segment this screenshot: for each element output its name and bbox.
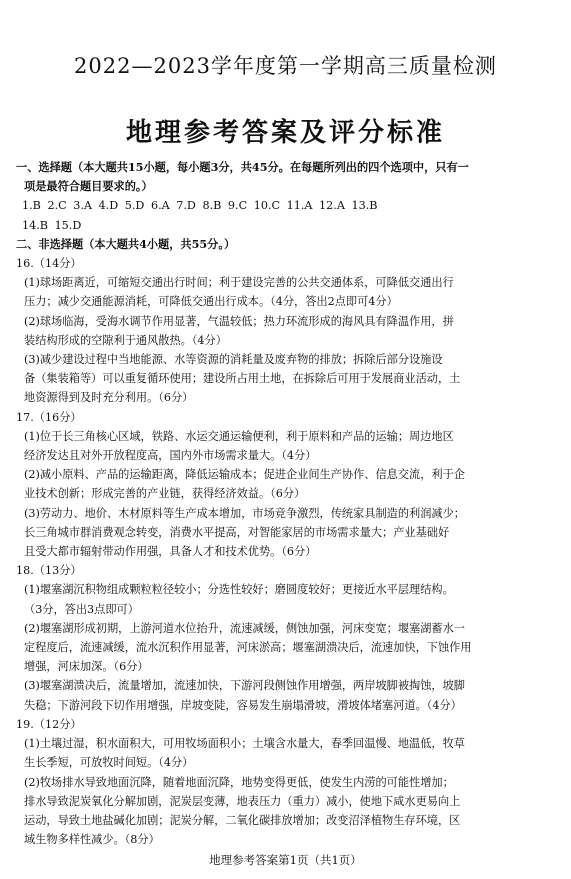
answer-line: 域生物多样性减少。（8分） [24, 833, 160, 847]
answer-line: 且受大都市辐射带动作用强，具备人才和技术优势。（6分） [24, 545, 317, 559]
answer-line: (1)堰塞湖沉积物组成颗粒粒径较小；分选性较好；磨圆度较好；更接近水平层理结构。 [24, 583, 454, 597]
answer-line: 失稳；下游河段下切作用增强，岸坡变陡，容易发生崩塌滑坡，滑坡体堵塞河道。（4分） [24, 698, 462, 712]
answer-content [16, 158, 555, 849]
answer-line: (2)堰塞湖形成初期，上游河道水位抬升，流速减缓，侧蚀加强，河床变宽；堰塞湖蓄水一 [24, 621, 465, 635]
answer-line: (2)减小原料、产品的运输距离，降低运输成本；促进企业间生产协作、信息交流，利于企 [24, 468, 465, 482]
answer-line: (1)球场距离近，可缩短交通出行时间；利于建设完善的公共交通体系，可降低交通出行 [24, 276, 454, 290]
section1-heading: 一、选择题（本大题共15小题，每小题3分，共45分。在每题所列出的四个选项中，只有一 [16, 160, 469, 174]
answer-line: 运动，导致土地盐碱化加剧；泥炭分解，二氧化碳排放增加；改变沼泽植物生存环境，区 [24, 813, 461, 827]
choice-answers-row-1: 1.B 2.C 3.A 4.D 5.D 6.A 7.D 8.B 9.C 10.C 11.A 12.A 13.B [22, 199, 378, 213]
question-header: 16.（14分） [16, 257, 82, 271]
answer-line: 排水导致泥炭氧化分解加剧，泥炭层变薄，地表压力（重力）减小，使地下咸水更易向上 [24, 794, 461, 808]
answer-line: 增强，河床加深。（6分） [24, 660, 149, 674]
answer-line: (1)土壤过湿，积水面积大，可用牧场面积小；土壤含水量大，春季回温慢、地温低，牧草 [24, 737, 465, 751]
answer-line: 定程度后，流速减缓，流水沉积作用显著，河床淤高；堰塞湖溃决后，流速加快，下蚀作用 [24, 641, 472, 655]
section1-heading-cont: 项是最符合题目要求的。） [24, 179, 153, 194]
answer-line: (2)牧场排水导致地面沉降，随着地面沉降，地势变得更低，使发生内涝的可能性增加； [24, 775, 454, 789]
answer-line: (3)减少建设过程中当地能源、水等资源的消耗量及废弃物的排放；拆除后部分设施设 [24, 353, 443, 367]
choice-answers-row-2: 14.B 15.D [22, 218, 82, 232]
document-title: 地理参考答案及评分标准 [125, 118, 445, 148]
answer-line: （3分，答出3点即可） [24, 602, 139, 616]
question-header: 17.（16分） [16, 410, 82, 424]
answer-line: 生长季短，可放牧时间短。（4分） [24, 756, 194, 770]
question-header: 18.（13分） [16, 564, 82, 578]
section2-heading: 二、非选择题（本大题共4小题，共55分。） [16, 236, 236, 251]
answer-line: (3)劳动力、地价、木材原料等生产成本增加，市场竞争激烈，传统家具制造的利润减少； [24, 506, 465, 520]
answer-line: 装结构形成的空隙利于通风散热。（4分） [24, 333, 227, 347]
page-footer: 地理参考答案第1页（共1页） [209, 853, 362, 867]
answer-line: 压力；减少交通能源消耗，可降低交通出行成本。（4分，答出2点即可4分） [24, 295, 398, 309]
answer-line: (3)堰塞湖溃决后，流量增加，流速加快，下游河段侧蚀作用增强，两岸坡脚被掏蚀，坡脚 [24, 679, 465, 693]
answer-line: (2)球场临海，受海水调节作用显著，气温较低；热力环流形成的海风具有降温作用，拼 [24, 314, 454, 328]
answer-line: 备（集装箱等）可以重复循环使用；建设所占用土地，在拆除后可用于发展商业活动，土 [24, 372, 461, 386]
exam-title: 2022—2023学年度第一学期高三质量检测 [74, 54, 497, 78]
answer-line: 地资源得到及时充分利用。（6分） [24, 391, 194, 405]
answer-line: 经济发达且对外开放程度高，国内外市场需求量大。（4分） [24, 449, 317, 463]
answer-line: (1)位于长三角核心区域，铁路、水运交通运输便利，利于原料和产品的运输；周边地区 [24, 429, 454, 443]
answer-line: 长三角城市群消费观念转变，消费水平提高，对智能家居的市场需求量大；产业基础好 [24, 525, 450, 539]
answer-line: 业技术创新；形成完善的产业链，获得经济效益。（6分） [24, 487, 306, 501]
question-header: 19.（12分） [16, 717, 82, 731]
